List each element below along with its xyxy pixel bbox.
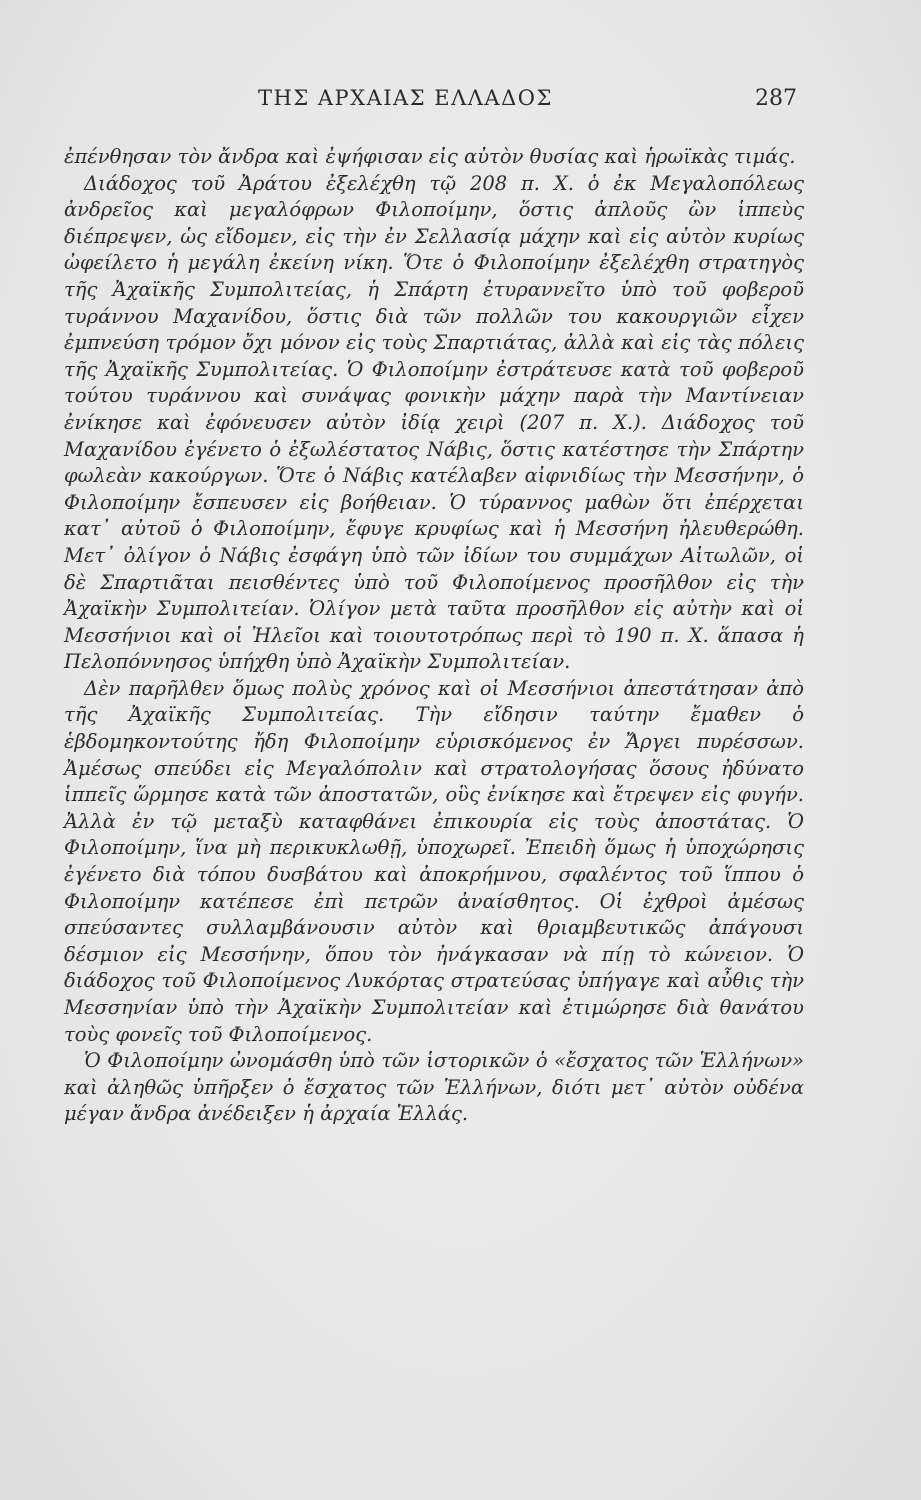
body-text <box>64 144 804 1128</box>
paragraph-last-of-greeks: Ὁ Φιλοποίμην ὠνομάσθη ὑπὸ τῶν ἱστορικῶν ὁ «ἔσχατος τῶν Ἑλλήνων» καὶ ἀληθῶς ὑπῆρξεν ὁ ἔσχατος τῶν Ἑλλήνων, διότι μετ᾽ αὐτὸν οὐδένα μέγαν ἄνδρα ἀνέδειξεν ἡ ἀρχαία Ἑλλάς. <box>64 1049 804 1126</box>
running-title: ΤΗΣ ΑΡΧΑΙΑΣ ΕΛΛΑΔΟΣ <box>258 86 553 110</box>
page-number: 287 <box>755 86 797 111</box>
paragraph-messenian-revolt: Δὲν παρῆλθεν ὅμως πολὺς χρόνος καὶ οἱ Μεσσήνιοι ἀπεστάτησαν ἀπὸ τῆς Ἀχαϊκῆς Συμπολιτείας. Τὴν εἴδησιν ταύτην ἔμαθεν ὁ ἑβδομηκοντούτης ἤδη Φιλοποίμην εὑρισκόμενος ἐν Ἄργει πυρέσσων. Ἀμέσως σπεύδει εἰς Μεγαλόπολιν καὶ στρατολογήσας ὅσους ἠδύνατο ἱππεῖς ὥρμησε κατὰ τῶν ἀποστατῶν, οὓς ἐνίκησε καὶ ἔτρεψεν εἰς φυγήν. Ἀλλὰ ἐν τῷ μεταξὺ καταφθάνει ἐπικουρία εἰς τοὺς ἀποστάτας. Ὁ Φιλοποίμην, ἵνα μὴ περικυκλωθῇ, ὑποχωρεῖ. Ἐπειδὴ ὅμως ἡ ὑποχώρησις ἐγένετο διὰ τόπου δυσβάτου καὶ ἀποκρήμνου, σφαλέντος τοῦ ἵππου ὁ Φιλοποίμην κατέπεσε ἐπὶ πετρῶν ἀναίσθητος. Οἱ ἐχθροὶ ἀμέσως σπεύσαντες συλλαμβάνουσιν αὐτὸν καὶ θριαμβευτικῶς ἀπάγουσι δέσμιον εἰς Μεσσήνην, ὅπου τὸν ἠνάγκασαν νὰ πίῃ τὸ κώνειον. Ὁ διάδοχος τοῦ Φιλοποίμενος Λυκόρτας στρατεύσας ὑπήγαγε καὶ αὖθις τὴν Μεσσηνίαν ὑπὸ τὴν Ἀχαϊκὴν Συμπολιτείαν καὶ ἐτιμώρησε διὰ θανάτου τοὺς φονεῖς τοῦ Φιλοποίμενος. <box>64 676 804 1046</box>
paragraph-philopoemen-election: Διάδοχος τοῦ Ἀράτου ἐξελέχθη τῷ 208 π. Χ. ὁ ἐκ Μεγαλοπόλεως ἀνδρεῖος καὶ μεγαλόφρων Φιλοποίμην, ὅστις ἁπλοῦς ὢν ἱππεὺς διέπρεψεν, ὡς εἴδομεν, εἰς τὴν ἐν Σελλασίᾳ μάχην καὶ εἰς αὐτὸν κυρίως ὠφείλετο ἡ μεγάλη ἐκείνη νίκη. Ὅτε ὁ Φιλοποίμην ἐξελέχθη στρατηγὸς τῆς Ἀχαϊκῆς Συμπολιτείας, ἡ Σπάρτη ἐτυραννεῖτο ὑπὸ τοῦ φοβεροῦ τυράννου Μαχανίδου, ὅστις διὰ τῶν πολλῶν του κακουργιῶν εἶχεν ἐμπνεύση τρόμον ὄχι μόνον εἰς τοὺς Σπαρτιάτας, ἀλλὰ καὶ εἰς τὰς πόλεις τῆς Ἀχαϊκῆς Συμπολιτείας. Ὁ Φιλοποίμην ἐστράτευσε κατὰ τοῦ φοβεροῦ τούτου τυράννου καὶ συνάψας φονικὴν μάχην παρὰ τὴν Μαντίνειαν ἐνίκησε καὶ ἐφόνευσεν αὐτὸν ἰδίᾳ χειρὶ (207 π. Χ.). Διάδοχος τοῦ Μαχανίδου ἐγένετο ὁ ἐξωλέστατος Νάβις, ὅστις κατέστησε τὴν Σπάρτην φωλεὰν κακούργων. Ὅτε ὁ Νάβις κατέλαβεν αἰφνιδίως τὴν Μεσσήνην, ὁ Φιλοποίμην ἔσπευσεν εἰς βοήθειαν. Ὁ τύραννος μαθὼν ὅτι ἐπέρχεται κατ᾽ αὐτοῦ ὁ Φιλοποίμην, ἔφυγε κρυφίως καὶ ἡ Μεσσήνη ἠλευθερώθη. Μετ᾽ ὀλίγον ὁ Νάβις ἐσφάγη ὑπὸ τῶν ἰδίων του συμμάχων Αἰτωλῶν, οἱ δὲ Σπαρτιᾶται πεισθέντες ὑπὸ τοῦ Φιλοποίμενος προσῆλθον εἰς τὴν Ἀχαϊκὴν Συμπολιτείαν. Ὀλίγον μετὰ ταῦτα προσῆλθον εἰς αὐτὴν καὶ οἱ Μεσσήνιοι καὶ οἱ Ἠλεῖοι καὶ τοιουτοτρόπως περὶ τὸ 190 π. Χ. ἅπασα ἡ Πελοπόννησος ὑπήχθη ὑπὸ Ἀχαϊκὴν Συμπολιτείαν. <box>64 171 804 674</box>
paragraph-continuation: ἐπένθησαν τὸν ἄνδρα καὶ ἐψήφισαν εἰς αὐτὸν θυσίας καὶ ἡρωϊκὰς τιμάς. <box>64 145 796 168</box>
running-header <box>0 86 921 116</box>
